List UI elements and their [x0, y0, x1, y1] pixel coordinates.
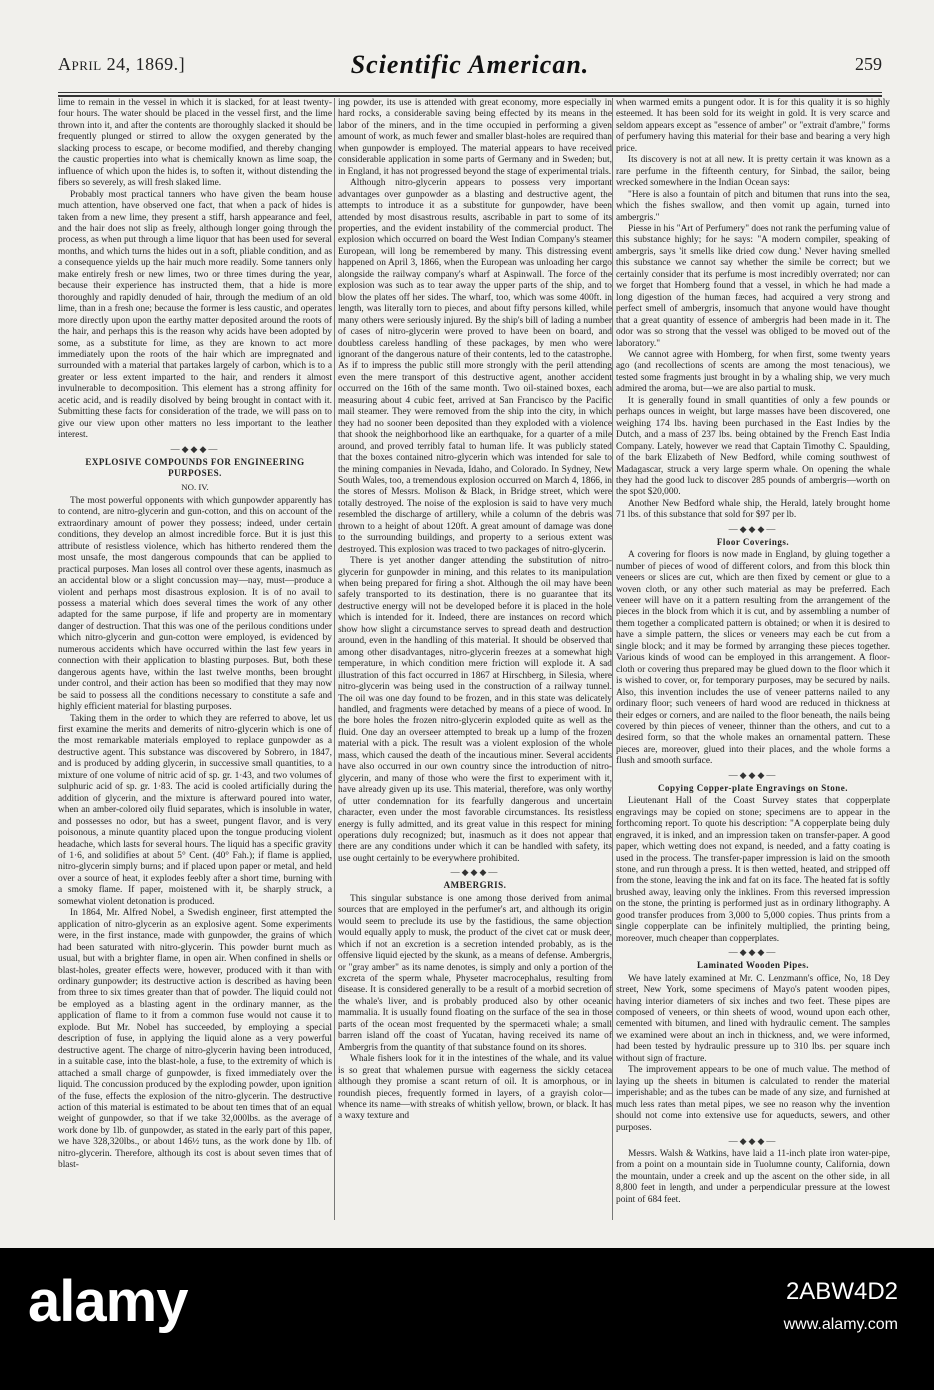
article-title-explosive-compounds: EXPLOSIVE COMPOUNDS FOR ENGINEERING PURPOSES.	[85, 456, 305, 479]
section-ornament: —◆◆◆—	[728, 523, 778, 534]
paragraph: The improvement appears to be one of much value. The method of laying up the sheets in bitumen is calculated to render the material imperishable; and as the tubes can be made of any size, and furnished at much less rates than metal pipes, we see no reason why the invention should not come into extensive use for aqueducts, sewers, and other purposes.	[616, 1065, 890, 1133]
paragraph: Its discovery is not at all new. It is pretty certain it was known as a rare perfume in the fifteenth century, for Sinbad, the sailor, being wrecked somewhere in the Indian Ocean says:	[616, 155, 890, 189]
paragraph: Messrs. Walsh & Watkins, have laid a 11-inch plate iron water-pipe, from a point on a mountain side in Tuolumne county, California, down the mountain, under a creek and up the ascent on the other side, in all 8,800 feet in length, and under a perpendicular pressure at the lowest point of 684 feet.	[616, 1148, 890, 1205]
quotation: "Here is also a fountain of pitch and bitumen that runs into the sea, which the fishes swallow, and then vomit up again, turned into ambergris."	[616, 189, 890, 223]
paragraph: It is generally found in small quantities of only a few pounds or perhaps ounces in weight, but large masses have been discovered, one weighing 174 lbs. having been purchased in the East Indies by the Dutch, and a mass of 237 lbs. being obtained by the French East India Company. Lately, however we read that Captain Timothy C. Spaulding, of the bark Elizabeth of New Bedford, while coming southwest of Madagascar, struck a very large sperm whale. On opening the whale they had the good luck to discover 285 pounds of ambergris—worth on the spot $20,000.	[616, 395, 890, 498]
paragraph: We cannot agree with Homberg, for when first, some twenty years ago (and recollections of scents are among the most tenacious), we tested some fragments just brought in by a whaling ship, we very much admired the aroma, but—we are also partial to musk.	[616, 349, 890, 395]
paragraph: Although nitro-glycerin appears to possess very important advantages over gunpowder as a blasting and destructive agent, the attempts to introduce it as a substitute for gunpowder, have been attended by most disastrous results, ascribable in part to some of its properties, and the evident instability of the commercial product. The explosion which occurred on board the West Indian Company's steamer European, will long be remembered by many. This distressing event happened on April 3, 1866, when the European was unloading her cargo alongside the railway company's wharf at Aspinwall. The force of the explosion was such as to tear away the upper parts of the ship, and to blow the plates off her sides. The wharf, too, which was some 400ft. in length, was literally torn to pieces, and about fifty persons killed, while many others were seriously injured. By the ship's bill of lading a number of cases of nitro-glycerin were proved to have been on board, and doubtless careless handling of these packages, by men who were ignorant of the dangerous nature of their contents, led to the catastrophe. As if to impress the public still more strongly with the peril attending even the mere transport of this destructive agent, another accident occurred on the 16th of the same month. Two oil-stained boxes, each measuring about 4 cubic feet, arrived at San Francisco by the Pacific mail steamer. They were removed from the ship into the city, in which they had no sooner been deposited than they exploded with a violence that shook the neighborhood like an earthquake, for a quarter of a mile around, and proved terribly fatal to human life. It was publicly stated that the boxes contained nitro-glycerin which was intended for sale to the mining companies in Nevada, Idaho, and Colorado. In Sydney, New South Wales, too, a tremendous explosion occurred on March 4, 1866, in the stores of Messrs. Molison & Black, in Bridge street, which were totally destroyed. The noise of the explosion is said to have very much resembled the discharge of artillery, while a column of the debris was thrown to a height of about 120ft. A great amount of damage was done to the surrounding buildings, and property to a serious extent was destroyed. This explosion was traced to two packages of nitro-glycerin.	[338, 178, 612, 555]
paragraph: This singular substance is one among those derived from animal sources that are employed in the perfumer's art, and although its origin would seem to preclude its use by the fastidious, the same objection would equally apply to musk, the product of the civet cat or musk deer, which if not an excretion is a secretion intended probably, as is the offensive liquid ejected by the skunk, as a means of defense. Ambergris, or "gray amber" as its name denotes, is simply and only a portion of the excreta of the sperm whale, Physeter macrocephalus, resulting from disease. It is considered generally to be a result of a morbid secretion of the whale's liver, and is probably produced also by other oceanic mammalia. It is usually found floating on the surface of the sea in those parts of the ocean most frequented by the spermaceti whale; a small barren island off the coast of Yucatan, having received its name of Ambergris from the quantity of that substance found on its shores.	[338, 893, 612, 1053]
issue-date: April 24, 1869.]	[58, 54, 186, 74]
paragraph: Whale fishers look for it in the intestines of the whale, and its value is so great that whalemen pursue with eagerness the sickly cetacea although they promise a scant return of oil. It is amorphous, or in roundish pieces, frequently formed in layers, of a grayish color—whence its name—with streaks of whitish yellow, brown, or black. It has a waxy texture and	[338, 1054, 612, 1122]
paragraph: Lieutenant Hall of the Coast Survey states that copperplate engravings may be copied on stone; specimens are to appear in the forthcoming report. To quote his description: "A copperplate being duly engraved, it is inked, and an impression taken on transfer-paper. A good paper, which wetting does not expand, is needed, and a fatty coating is used in the process. The transfer-paper impression is laid on the smooth stone, and run through a press. It is then wetted, heated, and stripped off from the stone, leaving the ink and fat on its face. The heated fat is softly brushed away, leaving only the inklines. From this reversed impression on the stone, the printing is performed just as in ordinary lithography. A good transfer produces from 3,000 to 5,000 copies. Thus prints from a single copperplate can be infinitely multiplied, the printing being, moreover, much cheaper than copperplates.	[616, 796, 890, 944]
paragraph: The most powerful opponents with which gunpowder apparently has to contend, are nitro-glycerin and gun-cotton, and this on account of the extraordinary amount of power they possess; indeed, under certain conditions, they develop an almost incredible force. But it is just this attribute of resistless violence, which has hitherto rendered them the most unsafe, the most dangerous compounds that can be applied to practical purposes. Man loses all control over these agents, inasmuch as an accidental blow or a slight concussion may—nay, must—produce a violent and perhaps most disastrous explosion. It is of no avail to possess a material which does several times the work of any other adapted for the same purpose, if life and property are in momentary danger of destruction. That this was one of the perilous conditions under which nitro-glycerin and gun-cotton were employed, is evidenced by numerous accidents which have occurred within the last few years in connection with their application to blasting purposes. But, both these dangerous agents have, within the last twelve months, been brought under control, and their action has been so modified that they may now be said to possess all the conditions necessary to constitute a safe and highly efficient material for blasting purposes.	[58, 495, 332, 713]
article-number: NO. IV.	[181, 481, 209, 492]
column-3	[616, 98, 890, 1220]
section-ornament: —◆◆◆—	[728, 1135, 778, 1146]
section-ornament: —◆◆◆—	[170, 443, 220, 454]
alamy-logo: alamy	[28, 1269, 188, 1334]
paragraph: There is yet another danger attending the substitution of nitro-glycerin for gunpowder in mining, and this relates to its manipulation when being prepared for firing a shot. Although the oil may have been safely transported to its destination, there is no guarantee that its destructive energy will not be developed before it is placed in the hole which is intended for it. Indeed, there are instances on record which show how slight a circumstance serves to spread death and destruction around, even in the handling of this material. It should be observed that among other disadvantages, nitro-glycerin freezes at a somewhat high temperature, in which condition mere friction will explode it. A sad illustration of this fact occurred in 1867 at Hirschberg, in Silesia, where nitro-glycerin was being used in the construction of a railway tunnel. The oil was one day found to be frozen, and in this state was delicately handled, and fragments were detached by means of a piece of wood. In the bore holes the frozen nitro-glycerin exploded quite as well as the fluid. One day an overseer attempted to break up a lump of the frozen material with a pick. The result was a violent explosion of the whole mass, which caused the death of the incautious miner. Several accidents have also occurred in our own country since the introduction of nitro-glycerin, and many of those who were the first to experiment with it, have already given up its use. This material, therefore, was only worthy of utter condemnation for its fearfully dangerous and uncertain character, even under the most favorable circumstances. Its resistless energy is fully admitted, and its great value in this respect for mining operations duly recognized; but, inasmuch as it does not appear that there are any conditions under which it can be handled with safety, its use ought certainly to be everywhere prohibited.	[338, 556, 612, 864]
paragraph: Taking them in the order to which they are referred to above, let us first examine the merits and demerits of nitro-glycerin which is one of the most remarkable materials employed to replace gunpowder as a destructive agent. This substance was discovered by Sobrero, in 1847, and is produced by adding glycerin, in successive small quantities, to a mixture of one volume of nitric acid of sp. gr. 1·43, and two volumes of sulphuric acid of sp. gr. 1·83. The acid is cooled artificially during the addition of glycerin, and the mixture is afterward poured into water, when an amber-colored oily fluid separates, which is insoluble in water, and possesses no odor, but has a sweet, pungent flavor, and is very poisonous, a minute quantity placed upon the tongue producing violent headache, which lasts for several hours. The liquid has a specific gravity of 1·6, and solidifies at about 5° Cent. (40° Fah.); if flame is applied, nitro-glycerin simply burns; and if placed upon paper or metal, and held over a source of heat, it explodes feebly after a short time, burning with a smoky flame. If paper, moistened with it, be sharply struck, a somewhat violent detonation is produced.	[58, 713, 332, 907]
column-2	[338, 98, 612, 1220]
paragraph: when warmed emits a pungent odor. It is for this quality it is so highly esteemed. It has been sold for its weight in gold. It is very scarce and seldom appears except as "essence of amber" or "extrait d'ambre," forms of perfumery having this material for their base and bearing a very high price.	[616, 98, 890, 154]
header-rule	[58, 92, 882, 93]
masthead-title: Scientific American.	[350, 50, 590, 79]
paragraph: Piesse in his "Art of Perfumery" does not rank the perfuming value of this substance highly; for he says: "A modern compiler, speaking of ambergris, says 'it smells like dried cow dung.' Never having smelled this substance we cannot say whether the simile be correct; but we certainly consider that its perfume is most incredibly overrated; nor can we forget that Homberg found that a vessel, in which he had made a long digestion of the human fæces, had acquired a very strong and perfect smell of ambergris, insomuch that anyone would have thought that a great quantity of essence of ambergris had been made in it. The odor was so strong that the vessel was obliged to be moved out of the laboratory."	[616, 223, 890, 349]
page-header	[58, 50, 882, 88]
column-divider	[334, 98, 335, 1220]
paragraph: lime to remain in the vessel in which it is slacked, for at least twenty-four hours. The water should be placed in the vessel first, and the lime thrown into it, and after the contents are thoroughly slacked it should be frequently plunged or stirred to allow the oxygen generated by the slacking process to escape, or become modified, and thereby changing the caustic properties into what is chemically known as lime soap, the influence of which upon the hides is, to soften it, without distending the fibers so severely, as will fresh slaked lime.	[58, 98, 332, 189]
column-divider	[612, 98, 613, 1220]
paragraph: We have lately examined at Mr. C. Lenzmann's office, No, 18 Dey street, New York, some specimens of Mayo's patent wooden pipes, having interior diameters of six inches and two feet. These pipes are composed of veneers, or thin sheets of wood, wound upon each other, cemented with bitumen, and lined with hydraulic cement. The samples we examined were about an inch in thickness, and, we were informed, had been tested by hydraulic pressure up to 310 lbs. per square inch without sign of fracture.	[616, 973, 890, 1064]
image-code: 2ABW4D2	[785, 1278, 898, 1305]
section-ornament: —◆◆◆—	[728, 947, 778, 958]
watermark-url: www.alamy.com	[783, 1316, 898, 1333]
section-ornament: —◆◆◆—	[728, 769, 778, 780]
column-1	[58, 98, 332, 1220]
article-title-ambergris: AMBERGRIS.	[443, 880, 507, 891]
header-rule-thick	[58, 95, 882, 97]
stock-watermark-bar	[0, 1248, 934, 1390]
paragraph: In 1864, Mr. Alfred Nobel, a Swedish engineer, first attempted the application of nitro-glycerin as an explosive agent. Some experiments were, in the first instance, made with gunpowder, the grains of which had been saturated with nitro-glycerin. This powder burnt much as usual, but with a brighter flame, in open air. When confined in shells or blast-holes, greater effects were, however, produced with it than with ordinary gunpowder; its destructive action is described as having been from three to six times greater than that of powder. The liquid could not be employed as a blasting agent in the ordinary manner, as the application of flame to it from a common fuse would not cause it to explode. But Mr. Nobel has succeeded, by employing a special description of fuse, in applying the liquid alone as a very powerful destructive agent. The charge of nitro-glycerin having been introduced, in a suitable case, into the blast-hole, a fuse, to the extremity of which is attached a small charge of gunpowder, is fixed immediately over the liquid. The concussion produced by the exploding powder, upon ignition of the fuse, effects the explosion of the nitro-glycerin. The destructive action of this material is estimated to be about ten times that of an equal weight of gunpowder, so that if we take 32,000lbs. as the average of work done by 1lb. of gunpowder, as stated in the early part of this paper, we have 328,320lbs., or about 146½ tuns, as the work done by 1lb. of nitro-glycerin. Therefore, although its cost is about seven times that of blast-	[58, 908, 332, 1171]
paragraph: A covering for floors is now made in England, by gluing together a number of pieces of wood of different colors, and from this block thin veneers or slices are cut, which are then fixed by cement or glue to a woven cloth, or any other such material as may be preferred. Each veneer will have on it a pattern resulting from the arrangement of the pieces in the block from which it is cut, and by assembling a number of them together a complicated pattern is obtained; or when it is desired to have a simple pattern, the slices or veneers may each be cut from a single block; and it may be formed by arranging these pieces together. Various kinds of wood can be employed in this arrangement. A floor-cloth or covering thus prepared may be glued down to the floor which it is wished to cover, or, for temporary purposes, may be secured by nails. Also, this invention includes the use of veneer patterns nailed to any ordinary floor; such veneers of hard wood are reduced in thickness at their edges or corners, and are nailed to the floor beneath, the nails being covered by thin pieces of veneer, thinner than the others, and cut to a desired form, so that the whole makes an ornamental pattern. These pieces are, moreover, glued into their places, and the whole forms a flush and smooth surface.	[616, 550, 890, 767]
article-title-floor-coverings: Floor Coverings.	[716, 536, 790, 547]
paragraph: Another New Bedford whale ship, the Herald, lately brought home 71 lbs. of this substance that sold for $97 per lb.	[616, 498, 890, 521]
page-number: 259	[855, 54, 882, 74]
article-title-copying-engravings: Copying Copper-plate Engravings on Stone.	[658, 782, 848, 793]
paragraph: ing powder, its use is attended with great economy, more especially in hard rocks, a considerable saving being effected by its means in the labor of the miners, and in the time occupied in performing a given amount of work, as much fewer and smaller blast-holes are required than when gunpowder is employed. The material appears to have received considerable application in some parts of Germany and in Sweden; but, in England, it has not progressed beyond the stage of experimental trials.	[338, 98, 612, 177]
article-title-wooden-pipes: Laminated Wooden Pipes.	[696, 960, 810, 971]
paragraph: Probably most practical tanners who have given the beam house much attention, have observed one fact, that when a pack of hides is taken from a new lime, they present a stiff, harsh appearance and feel, and the hair does not slip as freely, although longer going through the process, as when put through a lime liquor that has been used for several months, and which turns the hides out in a soft, pliable condition, and as a consequence yields up the hair much more readily. Some tanners only make entirely fresh or new limes, two or three times during the year, because their experience has instructed them, that a hide is more thoroughly and rapidly denuded of hair, through the medium of an old lime, than in a fresh one; because the former is less caustic, and operates more directly upon upon the earthy matter deposited around the roots of the hair, and perhaps this is the reason why acids have been adopted by some, as a substitute for lime, as they are known to act more immediately upon the roots of the hair which are impregnated and surrounded with a material that partakes largely of carbon, which is to a greater or less extent imparted to the hair, and renders it almost invulnerable to decomposition. This element has a strong affinity for acetic acid, and is readily disolved by being brought in contact with it. Submitting these facts for consideration of the trade, we will pass on to give our view upon other matters no less important to the leather interest.	[58, 189, 332, 441]
section-ornament: —◆◆◆—	[450, 867, 500, 878]
